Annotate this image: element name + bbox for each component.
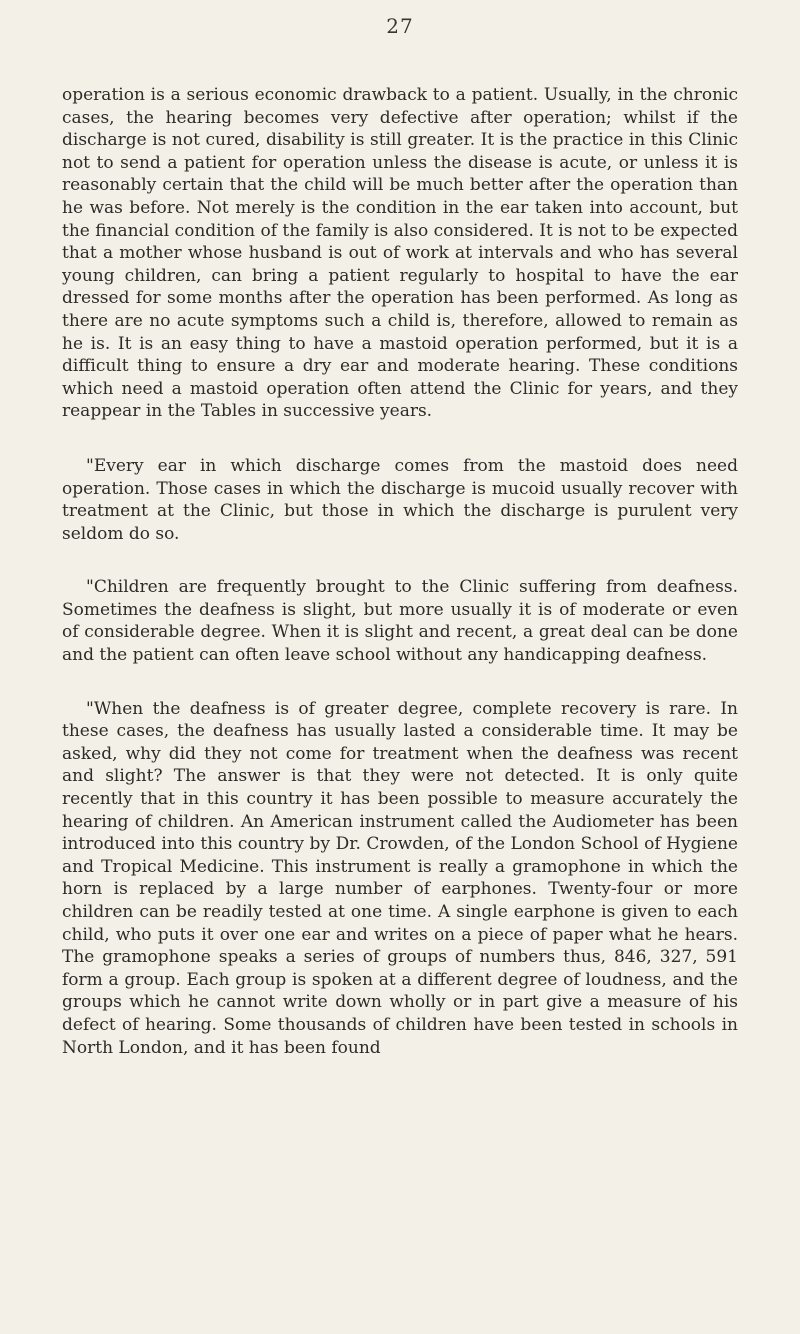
- page-number: 27: [386, 14, 414, 38]
- paragraph-spacer: [62, 423, 738, 455]
- paragraph-audiometer: "When the deafness is of greater degree, complete recovery is rare. In these cases, the deafness has usually lasted a considerable time. It may be asked, why did they not come for treatment when the deafness was recent and slight? The answer is that they were not detected. It is only quite recently that in this country it has been possible to measure accurately the hearing of children. An American instrument called the Audiometer has been introduced into this country by Dr. Crowden, of the London School of Hygiene and Tropical Medicine. This instrument is really a gramophone in which the horn is replaced by a large number of earphones. Twenty-four or more children can be readily tested at one time. A single earphone is given to each child, who puts it over one ear and writes on a piece of paper what he hears. The gramophone speaks a series of groups of numbers thus, 846, 327, 591 form a group. Each group is spoken at a different degree of loudness, and the groups which he cannot write down wholly or in part give a measure of his defect of hearing. Some thousands of children have been tested in schools in North London, and it has been found: [62, 698, 738, 1058]
- paragraph-spacer: [62, 545, 738, 576]
- paragraph-mastoid-operation: operation is a serious economic drawback to a patient. Usually, in the chronic cases, the hearing becomes very defective after operation; whilst if the discharge is not cured, disability is still greater. It is the practice in this Clinic not to send a patient for operation unless the disease is acute, or unless it is reasonably certain that the child will be much better after the operation than he was before. Not merely is the condition in the ear taken into account, but the financial condition of the family is also considered. It is not to be expected that a mother whose husband is out of work at intervals and who has several young children, can bring a patient regularly to hospital to have the ear dressed for some months after the operation has been performed. As long as there are no acute symptoms such a child is, therefore, allowed to remain as he is. It is an easy thing to have a mastoid operation performed, but it is a difficult thing to ensure a dry ear and moderate hearing. These conditions which need a mastoid operation often attend the Clinic for years, and they reappear in the Tables in successive years.: [62, 85, 738, 422]
- body-text: [62, 84, 738, 1059]
- paragraph-deafness-slight: "Children are frequently brought to the Clinic suffering from deafness. Sometimes the deafness is slight, but more usually it is of moderate or even of considerable degree. When it is slight and recent, a great deal can be done and the patient can often leave school without any handicapping deafness.: [62, 577, 738, 666]
- paragraph-discharge: "Every ear in which discharge comes from the mastoid does need operation. Those cases in which the discharge is mucoid usually recover with treatment at the Clinic, but those in which the discharge is purulent very seldom do so.: [62, 455, 738, 544]
- paragraph-spacer: [62, 667, 738, 698]
